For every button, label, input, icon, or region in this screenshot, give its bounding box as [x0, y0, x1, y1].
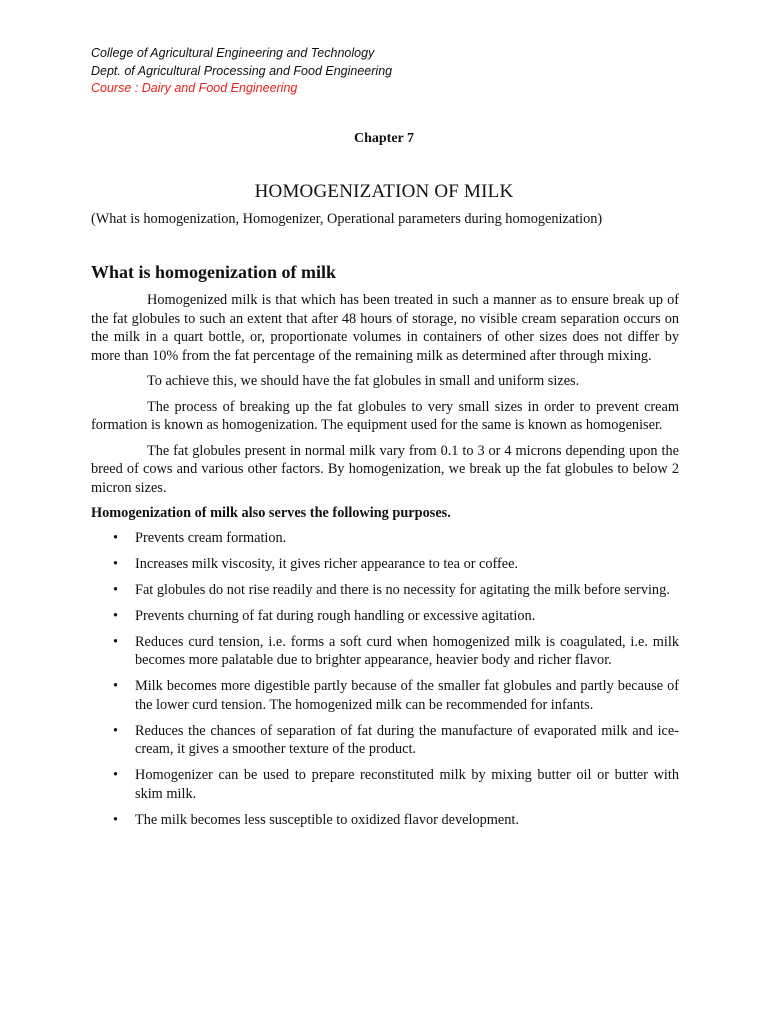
bullet-icon: •	[113, 678, 119, 694]
page-title: HOMOGENIZATION OF MILK	[254, 181, 514, 202]
bullet-icon: •	[113, 811, 119, 828]
page-header	[91, 45, 392, 98]
bullet-icon: •	[113, 529, 119, 546]
list-item	[91, 633, 679, 670]
list-item-text: The milk becomes less susceptible to oxidized flavor development.	[135, 811, 519, 828]
list-item-text: Milk becomes more digestible partly because of the smaller fat globules and partly because of the lower curd tension. The homogenized milk can be recommended for infants.	[135, 678, 679, 713]
section-heading: What is homogenization of milk	[91, 262, 337, 282]
list-item-text: Reduces curd tension, i.e. forms a soft curd when homogenized milk is coagulated, i.e. milk becomes more palatable due to brighter appearance, heavier body and richer flavor.	[135, 633, 679, 668]
paragraph: To achieve this, we should have the fat globules in small and uniform sizes.	[147, 373, 580, 389]
college-name: College of Agricultural Engineering and Technology	[91, 46, 375, 60]
list-item	[91, 766, 679, 803]
list-item-text: Fat globules do not rise readily and there is no necessity for agitating the milk before serving.	[135, 581, 670, 598]
list-item	[91, 677, 679, 714]
list-item-text: Prevents cream formation.	[135, 529, 287, 546]
bullet-icon: •	[113, 607, 119, 624]
bullet-icon: •	[113, 581, 119, 598]
list-item	[91, 811, 679, 830]
course-name: Course : Dairy and Food Engineering	[91, 81, 298, 95]
list-item	[91, 581, 679, 600]
list-item-text: Reduces the chances of separation of fat during the manufacture of evaporated milk and ice-cream, it gives a smoother texture of the product.	[135, 722, 679, 757]
paragraph: The fat globules present in normal milk vary from 0.1 to 3 or 4 microns depending upon the breed of cows and various other factors. By homogenization, we break up the fat globules to below 2 micron sizes.	[91, 442, 679, 496]
purposes-list	[91, 529, 679, 830]
section-body	[91, 291, 679, 837]
bullet-icon: •	[113, 722, 119, 739]
list-item	[91, 722, 679, 759]
page-subtitle: (What is homogenization, Homogenizer, Operational parameters during homogenization)	[91, 211, 603, 227]
list-item	[91, 555, 679, 574]
paragraph: The process of breaking up the fat globules to very small sizes in order to prevent cream formation is known as homogenization. The equipment used for the same is known as homogeniser.	[91, 398, 679, 433]
bullet-icon: •	[113, 555, 119, 572]
bullet-icon: •	[113, 633, 119, 650]
list-item-text: Prevents churning of fat during rough handling or excessive agitation.	[135, 607, 536, 624]
list-item-text: Increases milk viscosity, it gives richer appearance to tea or coffee.	[135, 555, 519, 572]
list-item-text: Homogenizer can be used to prepare reconstituted milk by mixing butter oil or butter with skim milk.	[135, 767, 679, 802]
department-name: Dept. of Agricultural Processing and Food Engineering	[91, 63, 393, 78]
paragraph: Homogenized milk is that which has been treated in such a manner as to ensure break up of the fat globules to such an extent that after 48 hours of storage, no visible cream separation occurs on the milk in a quart bottle, or, proportionate volumes in containers of other sizes does not differ by more than 10% from the fat percentage of the remaining milk as determined after through mixing.	[91, 292, 679, 364]
chapter-label: Chapter 7	[353, 131, 415, 146]
bullet-icon: •	[113, 767, 119, 783]
list-item	[91, 607, 679, 626]
purposes-heading: Homogenization of milk also serves the following purposes.	[91, 505, 451, 521]
list-item	[91, 529, 679, 548]
